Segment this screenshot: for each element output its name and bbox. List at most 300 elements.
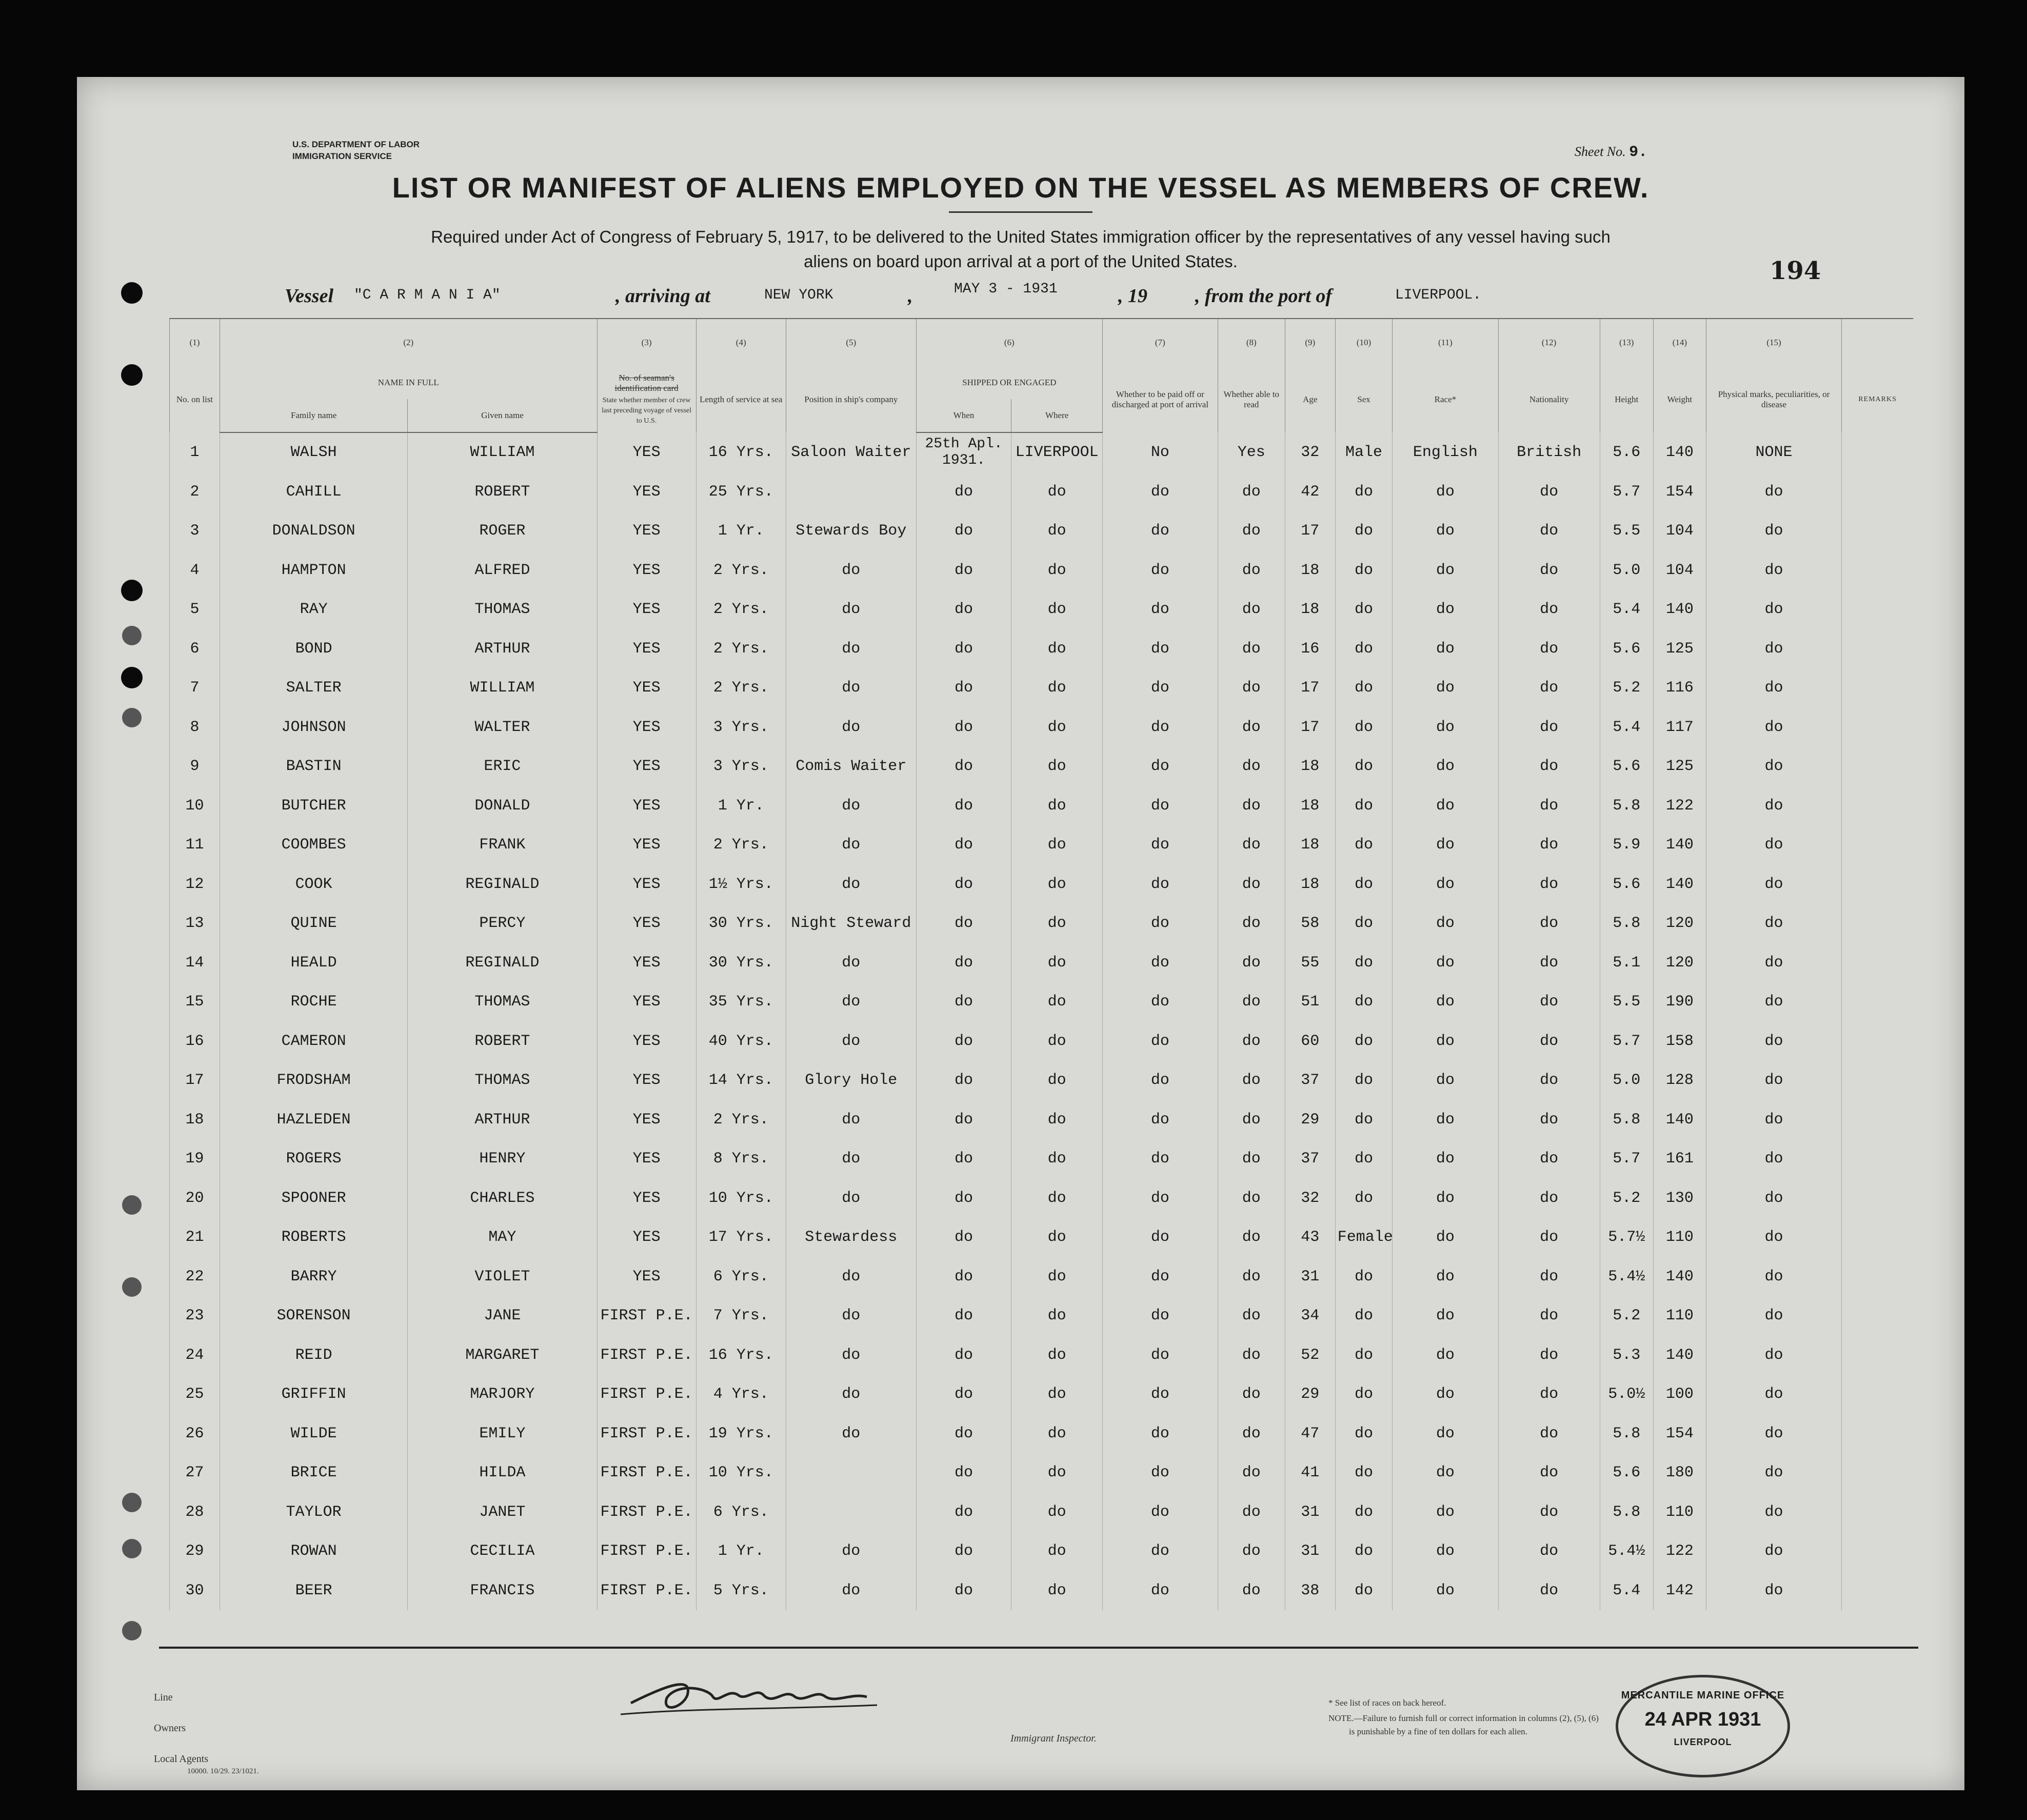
sex: do <box>1335 1022 1392 1061</box>
age: 41 <box>1285 1453 1335 1493</box>
race: do <box>1393 904 1498 943</box>
shipped-when: do <box>916 1532 1011 1571</box>
nationality: do <box>1498 1532 1600 1571</box>
weight: 120 <box>1653 943 1706 983</box>
age: 31 <box>1285 1532 1335 1571</box>
age: 17 <box>1285 511 1335 551</box>
header-no-on-list: No. on list <box>170 366 220 432</box>
sex: do <box>1335 943 1392 983</box>
paid-off: do <box>1102 1571 1218 1611</box>
row-number: 18 <box>170 1100 220 1140</box>
row-number: 5 <box>170 590 220 629</box>
binder-hole <box>122 708 142 727</box>
given-name: ERIC <box>408 747 597 786</box>
sheet-label: Sheet No. <box>1575 144 1626 159</box>
weight: 154 <box>1653 1414 1706 1454</box>
row-number: 14 <box>170 943 220 983</box>
col-num-3: (3) <box>597 319 696 366</box>
col-num-12: (12) <box>1498 319 1600 366</box>
height: 5.6 <box>1600 629 1653 669</box>
previous-voyage: YES <box>597 865 696 904</box>
nationality: do <box>1498 1414 1600 1454</box>
agents-label: Local Agents <box>154 1753 209 1765</box>
weight: 140 <box>1653 432 1706 472</box>
row-number: 23 <box>170 1296 220 1336</box>
able-to-read: do <box>1218 1218 1285 1257</box>
row-number: 8 <box>170 708 220 747</box>
length-of-service: 2 Yrs. <box>696 1100 786 1140</box>
shipped-when: do <box>916 1100 1011 1140</box>
binder-hole <box>122 1493 142 1512</box>
sex: do <box>1335 708 1392 747</box>
crew-row <box>170 1257 1914 1297</box>
previous-voyage: YES <box>597 1022 696 1061</box>
paid-off: do <box>1102 1179 1218 1218</box>
shipped-when: do <box>916 1414 1011 1454</box>
remarks <box>1842 904 1913 943</box>
shipped-where: do <box>1011 1061 1102 1100</box>
physical-marks: do <box>1706 1375 1841 1414</box>
height: 5.2 <box>1600 1296 1653 1336</box>
shipped-when-year: 1931. <box>942 452 986 469</box>
age: 18 <box>1285 786 1335 826</box>
paid-off: do <box>1102 668 1218 708</box>
identification-struck-label: No. of seaman's identification card <box>614 372 679 393</box>
nationality: do <box>1498 511 1600 551</box>
able-to-read: do <box>1218 1022 1285 1061</box>
position: Comis Waiter <box>786 747 916 786</box>
header-nationality: Nationality <box>1498 366 1600 432</box>
row-number: 26 <box>170 1414 220 1454</box>
nationality: do <box>1498 1453 1600 1493</box>
able-to-read: do <box>1218 511 1285 551</box>
weight: 104 <box>1653 511 1706 551</box>
family-name: FRODSHAM <box>220 1061 408 1100</box>
nationality: do <box>1498 1493 1600 1532</box>
length-of-service: 10 Yrs. <box>696 1179 786 1218</box>
previous-voyage: FIRST P.E. <box>597 1296 696 1336</box>
age: 55 <box>1285 943 1335 983</box>
given-name: HENRY <box>408 1139 597 1179</box>
able-to-read: do <box>1218 747 1285 786</box>
sex: do <box>1335 1139 1392 1179</box>
crew-row <box>170 590 1914 629</box>
age: 42 <box>1285 472 1335 512</box>
paid-off: do <box>1102 1100 1218 1140</box>
nationality: do <box>1498 982 1600 1022</box>
col-num-2: (2) <box>220 319 598 366</box>
weight: 158 <box>1653 1022 1706 1061</box>
height: 5.0 <box>1600 1061 1653 1100</box>
col-num-8: (8) <box>1218 319 1285 366</box>
physical-marks: do <box>1706 1179 1841 1218</box>
sex: do <box>1335 1375 1392 1414</box>
paid-off: do <box>1102 1493 1218 1532</box>
weight: 140 <box>1653 1100 1706 1140</box>
sex: do <box>1335 1532 1392 1571</box>
previous-voyage: YES <box>597 943 696 983</box>
nationality: do <box>1498 786 1600 826</box>
shipped-where: do <box>1011 904 1102 943</box>
sex: do <box>1335 1336 1392 1375</box>
given-name: REGINALD <box>408 943 597 983</box>
weight: 110 <box>1653 1296 1706 1336</box>
remarks <box>1842 1218 1913 1257</box>
shipped-where: do <box>1011 1179 1102 1218</box>
title-divider <box>949 211 1092 213</box>
weight: 117 <box>1653 708 1706 747</box>
position: do <box>786 1336 916 1375</box>
given-name: MARGARET <box>408 1336 597 1375</box>
length-of-service: 7 Yrs. <box>696 1296 786 1336</box>
crew-rows <box>170 432 1914 1610</box>
able-to-read: do <box>1218 1571 1285 1611</box>
length-of-service: 2 Yrs. <box>696 590 786 629</box>
col-num-7: (7) <box>1102 319 1218 366</box>
given-name: WILLIAM <box>408 668 597 708</box>
race: English <box>1393 432 1498 472</box>
shipped-when <box>916 432 1011 472</box>
shipped-where: do <box>1011 1414 1102 1454</box>
weight: 130 <box>1653 1179 1706 1218</box>
age: 18 <box>1285 590 1335 629</box>
age: 18 <box>1285 865 1335 904</box>
position: do <box>786 708 916 747</box>
sex: do <box>1335 551 1392 590</box>
stamp-bottom-text: LIVERPOOL <box>1674 1737 1732 1747</box>
shipped-where: do <box>1011 1022 1102 1061</box>
length-of-service: 4 Yrs. <box>696 1375 786 1414</box>
given-name: HILDA <box>408 1453 597 1493</box>
sex: do <box>1335 1100 1392 1140</box>
height: 5.1 <box>1600 943 1653 983</box>
nationality: do <box>1498 629 1600 669</box>
sex: do <box>1335 1179 1392 1218</box>
shipped-when: do <box>916 1453 1011 1493</box>
nationality: do <box>1498 590 1600 629</box>
shipped-where: do <box>1011 1100 1102 1140</box>
crew-row <box>170 825 1914 865</box>
header-physical-marks: Physical marks, peculiarities, or disease <box>1706 366 1841 432</box>
family-name: BRICE <box>220 1453 408 1493</box>
paid-off: do <box>1102 1375 1218 1414</box>
family-name: BEER <box>220 1571 408 1611</box>
able-to-read: do <box>1218 1100 1285 1140</box>
row-number: 19 <box>170 1139 220 1179</box>
paid-off: do <box>1102 1336 1218 1375</box>
header-remarks: REMARKS <box>1842 366 1913 432</box>
nationality: do <box>1498 1257 1600 1297</box>
length-of-service: 35 Yrs. <box>696 982 786 1022</box>
nationality: do <box>1498 1296 1600 1336</box>
paid-off: do <box>1102 708 1218 747</box>
vessel-name: "C A R M A N I A" <box>354 287 501 303</box>
position: do <box>786 1022 916 1061</box>
subtitle-line-2: aliens on board upon arrival at a port of the United States. <box>804 252 1238 271</box>
height: 5.5 <box>1600 982 1653 1022</box>
previous-voyage: YES <box>597 904 696 943</box>
remarks <box>1842 1139 1913 1179</box>
family-name: HAMPTON <box>220 551 408 590</box>
weight: 140 <box>1653 1257 1706 1297</box>
physical-marks: do <box>1706 590 1841 629</box>
inspector-signature <box>610 1667 887 1724</box>
height: 5.4 <box>1600 708 1653 747</box>
sex: do <box>1335 904 1392 943</box>
age: 18 <box>1285 551 1335 590</box>
header-shipped-or-engaged: SHIPPED OR ENGAGED <box>916 366 1102 399</box>
weight: 161 <box>1653 1139 1706 1179</box>
nationality: do <box>1498 708 1600 747</box>
age: 32 <box>1285 432 1335 472</box>
previous-voyage: YES <box>597 786 696 826</box>
height: 5.6 <box>1600 1453 1653 1493</box>
previous-voyage: YES <box>597 1179 696 1218</box>
able-to-read: do <box>1218 825 1285 865</box>
nationality: do <box>1498 1218 1600 1257</box>
race: do <box>1393 590 1498 629</box>
able-to-read: do <box>1218 1257 1285 1297</box>
remarks <box>1842 1493 1913 1532</box>
previous-voyage: YES <box>597 708 696 747</box>
remarks <box>1842 668 1913 708</box>
weight: 100 <box>1653 1375 1706 1414</box>
able-to-read: do <box>1218 1336 1285 1375</box>
height: 5.2 <box>1600 668 1653 708</box>
race: do <box>1393 1532 1498 1571</box>
nationality: do <box>1498 825 1600 865</box>
crew-row <box>170 511 1914 551</box>
row-number: 25 <box>170 1375 220 1414</box>
header-identification <box>597 366 696 432</box>
crew-row <box>170 982 1914 1022</box>
nationality: do <box>1498 668 1600 708</box>
binder-hole <box>122 1195 142 1215</box>
race: do <box>1393 1257 1498 1297</box>
age: 18 <box>1285 825 1335 865</box>
height: 5.3 <box>1600 1336 1653 1375</box>
shipped-when: do <box>916 629 1011 669</box>
paid-off: do <box>1102 590 1218 629</box>
paid-off: do <box>1102 1218 1218 1257</box>
nationality: do <box>1498 551 1600 590</box>
race: do <box>1393 472 1498 512</box>
department-heading <box>292 139 420 162</box>
height: 5.4½ <box>1600 1532 1653 1571</box>
paid-off: do <box>1102 1061 1218 1100</box>
sex: do <box>1335 747 1392 786</box>
col-num-14: (14) <box>1653 319 1706 366</box>
physical-marks: do <box>1706 1139 1841 1179</box>
able-to-read: do <box>1218 786 1285 826</box>
age: 31 <box>1285 1493 1335 1532</box>
age: 52 <box>1285 1336 1335 1375</box>
sheet-number <box>1575 144 1647 161</box>
position: do <box>786 982 916 1022</box>
arriving-label: , arriving at <box>615 285 710 307</box>
given-name: ROBERT <box>408 472 597 512</box>
race: do <box>1393 1061 1498 1100</box>
crew-row <box>170 1296 1914 1336</box>
height: 5.4 <box>1600 590 1653 629</box>
crew-row <box>170 1061 1914 1100</box>
row-number: 16 <box>170 1022 220 1061</box>
weight: 140 <box>1653 590 1706 629</box>
family-name: COOMBES <box>220 825 408 865</box>
able-to-read: do <box>1218 629 1285 669</box>
print-code: 10000. 10/29. 23/1021. <box>187 1767 259 1775</box>
remarks <box>1842 825 1913 865</box>
physical-marks: do <box>1706 1493 1841 1532</box>
length-of-service: 40 Yrs. <box>696 1022 786 1061</box>
previous-voyage: YES <box>597 1218 696 1257</box>
nationality: do <box>1498 1061 1600 1100</box>
row-number: 24 <box>170 1336 220 1375</box>
shipped-when: do <box>916 1061 1011 1100</box>
remarks <box>1842 511 1913 551</box>
given-name: ALFRED <box>408 551 597 590</box>
length-of-service: 16 Yrs. <box>696 1336 786 1375</box>
shipped-when: do <box>916 1296 1011 1336</box>
binder-hole <box>121 667 143 688</box>
physical-marks: do <box>1706 1100 1841 1140</box>
able-to-read: do <box>1218 1453 1285 1493</box>
header-able-to-read: Whether able to read <box>1218 366 1285 432</box>
shipped-when: do <box>916 551 1011 590</box>
shipped-where: do <box>1011 1571 1102 1611</box>
given-name: WALTER <box>408 708 597 747</box>
shipped-when: do <box>916 1179 1011 1218</box>
sex: do <box>1335 472 1392 512</box>
previous-voyage: YES <box>597 629 696 669</box>
col-num-1: (1) <box>170 319 220 366</box>
arriving-port: NEW YORK <box>764 287 833 303</box>
length-of-service: 30 Yrs. <box>696 943 786 983</box>
previous-voyage: YES <box>597 982 696 1022</box>
physical-marks: do <box>1706 1336 1841 1375</box>
given-name: THOMAS <box>408 982 597 1022</box>
length-of-service: 1½ Yrs. <box>696 865 786 904</box>
position: do <box>786 590 916 629</box>
family-name: CAMERON <box>220 1022 408 1061</box>
manifest-page: U.S. DEPARTMENT OF LABOR IMMIGRATION SERVICE Sheet No. 9. LIST OR MANIFEST OF ALIENS EMPLOYED ON THE VESSEL AS MEMBERS OF CREW. Required under Act of Congress of February 5, 1917, to be delivered to the United States immigration officer by the representatives of any vessel having such aliens on board upon arrival at a port of the United States. 194 Vessel "C A R M A N I A" , arriving at NEW YORK , MAY 3 - 1931 , 19 , from the port of LIVERPOOL. (1) (2) (3) (4) (5) (6) (7) (8) (9) (10) (11) (12) (13) (14) (15) No. on list NAME IN FULL No. of seaman's identification card State whether member of crew last preceding voyage of vessel to U.S. Length of service at sea Position in ship's company SHIPPED OR ENGAGED Whether to be paid off or discharged at port of arrival Whether able to read Age Sex Race* Nationality Height Weight Physical marks, peculiarities, or disease REMARKS Family name Given name When Where 1 WALSH WILLIAM YES 16 Yrs. Saloon Waiter 25th Apl. 1931. LIVERPOOL No Yes 32 Male English British 5.6 140 NONE 2 CAHILL ROBERT YES 25 Yrs. do do do do 42 do do do 5.7 154 do 3 DONALDSON ROGER YES 1 Yr. Stewards Boy do do do do 17 do do do 5.5 104 do 4 HAMPTON ALFRED YES 2 Yrs. do do do do do 18 do do do 5.0 104 do 5 RAY THOMAS YES 2 Yrs. do do do do do 18 do do do 5.4 140 do 6 BOND ARTHUR YES 2 Yrs. do do do do do 16 do do do 5.6 125 do 7 SALTER WILLIAM YES 2 Yrs. do do do do do 17 do do do 5.2 116 do 8 JOHNSON WALTER YES 3 Yrs. do do do do do 17 do do do 5.4 117 do 9 BASTIN ERIC YES 3 Yrs. Comis Waiter do do do do 18 do do do 5.6 125 do 10 BUTCHER DONALD YES 1 Yr. do do do do do 18 do do do 5.8 122 do 11 COOMBES FRANK YES 2 Yrs. do do do do do 18 do do do 5.9 140 do 12 COOK REGINALD YES 1½ Yrs. do do do do do 18 do do do 5.6 140 do 13 QUINE PERCY YES 30 Yrs. Night Steward do do do do 58 do do do 5.8 120 do 14 HEALD REGINALD YES 30 Yrs. do do do do do 55 do do do 5.1 120 do 15 ROCHE THOMAS YES 35 Yrs. do do do do do 51 do do do 5.5 190 do 16 CAMERON ROBERT YES 40 Yrs. do do do do do 60 do do do 5.7 158 do 17 FRODSHAM THOMAS YES 14 Yrs. Glory Hole do do do do 37 do do do 5.0 128 do 18 HAZLEDEN ARTHUR YES 2 Yrs. do do do do do 29 do do do 5.8 140 do 19 ROGERS HENRY YES 8 Yrs. do do do do do 37 do do do 5.7 161 do 20 SPOONER CHARLES YES 10 Yrs. do do do do do 32 do do do 5.2 130 do 21 ROBERTS MAY YES 17 Yrs. Stewardess do do do do 43 Female do do 5.7½ 110 do 22 BARRY VIOLET YES 6 Yrs. do do do do do 31 do do do 5.4½ 140 do 23 SORENSON JANE FIRST P.E. 7 Yrs. do do do do do 34 do do do 5.2 110 do 24 REID MARGARET FIRST P.E. 16 Yrs. do do do do do 52 do do do 5.3 140 do 25 GRIFFIN MARJORY FIRST P.E. 4 Yrs. do do do do do 29 do do do 5.0½ 100 do 26 WILDE EMILY FIRST P.E. 19 Yrs. do do do do do 47 do do do 5.8 154 do 27 BRICE HILDA FIRST P.E. 10 Yrs. do do do do 41 do do do 5.6 180 do 28 TAYLOR JANET FIRST P.E. 6 Yrs. do do do do 31 do do do 5.8 110 do 29 ROWAN CECILIA FIRST P.E. 1 Yr. do do do do do 31 do do do 5.4½ 122 do 30 BEER FRANCIS FIRST P.E. 5 Yrs. do do do do do 38 do do do 5.4 142 do Line Owners Local Agents 10000. 10/29. 23/1021. Immigrant Inspector. * See list of races on back hereof. NOTE.—Failure to furnish full or correct information in columns (2), (5), (6) is punishable by a fine of ten dollars for each alien. MERCANTILE MARINE OFFICE 24 APR 1931 LIVERPOOL <box>77 77 1964 1790</box>
year-label: , 19 <box>1118 285 1147 307</box>
race: do <box>1393 786 1498 826</box>
family-name: BARRY <box>220 1257 408 1297</box>
header-weight: Weight <box>1653 366 1706 432</box>
able-to-read: do <box>1218 865 1285 904</box>
crew-row <box>170 865 1914 904</box>
able-to-read: do <box>1218 551 1285 590</box>
shipped-when: do <box>916 1493 1011 1532</box>
row-number: 28 <box>170 1493 220 1532</box>
age: 17 <box>1285 668 1335 708</box>
shipped-when: do <box>916 786 1011 826</box>
row-number: 4 <box>170 551 220 590</box>
crew-row <box>170 551 1914 590</box>
shipped-when-date: 25th Apl. <box>925 436 1003 452</box>
shipped-where: do <box>1011 1532 1102 1571</box>
physical-marks: do <box>1706 1061 1841 1100</box>
header-when: When <box>916 399 1011 432</box>
position: do <box>786 1532 916 1571</box>
family-name: DONALDSON <box>220 511 408 551</box>
given-name: JANET <box>408 1493 597 1532</box>
shipped-where: do <box>1011 1375 1102 1414</box>
age: 37 <box>1285 1061 1335 1100</box>
sex: do <box>1335 1493 1392 1532</box>
age: 38 <box>1285 1571 1335 1611</box>
paid-off: do <box>1102 1139 1218 1179</box>
position: Glory Hole <box>786 1061 916 1100</box>
race: do <box>1393 1218 1498 1257</box>
row-number: 30 <box>170 1571 220 1611</box>
remarks <box>1842 432 1913 472</box>
owners-label: Owners <box>154 1723 186 1734</box>
sex: do <box>1335 825 1392 865</box>
note-line-1: NOTE.—Failure to furnish full or correct information in columns (2), (5), (6) <box>1328 1713 1599 1723</box>
height: 5.7 <box>1600 472 1653 512</box>
stamp-top-text: MERCANTILE MARINE OFFICE <box>1621 1690 1785 1701</box>
age: 43 <box>1285 1218 1335 1257</box>
shipped-when: do <box>916 472 1011 512</box>
row-number: 15 <box>170 982 220 1022</box>
family-name: TAYLOR <box>220 1493 408 1532</box>
crew-row <box>170 1453 1914 1493</box>
age: 29 <box>1285 1375 1335 1414</box>
note-line-2: is punishable by a fine of ten dollars for each alien. <box>1349 1727 1527 1736</box>
position: do <box>786 1571 916 1611</box>
weight: 125 <box>1653 747 1706 786</box>
previous-voyage: YES <box>597 590 696 629</box>
physical-marks: do <box>1706 786 1841 826</box>
row-number: 7 <box>170 668 220 708</box>
weight: 104 <box>1653 551 1706 590</box>
nationality: do <box>1498 1100 1600 1140</box>
position: do <box>786 1139 916 1179</box>
paid-off: do <box>1102 511 1218 551</box>
physical-marks: do <box>1706 472 1841 512</box>
identification-note: State whether member of crew last preceding voyage of vessel to U.S. <box>602 396 692 425</box>
shipped-where: do <box>1011 786 1102 826</box>
previous-voyage: YES <box>597 511 696 551</box>
row-number: 12 <box>170 865 220 904</box>
age: 32 <box>1285 1179 1335 1218</box>
weight: 190 <box>1653 982 1706 1022</box>
weight: 116 <box>1653 668 1706 708</box>
sex: do <box>1335 786 1392 826</box>
crew-row <box>170 668 1914 708</box>
page-title: LIST OR MANIFEST OF ALIENS EMPLOYED ON THE VESSEL AS MEMBERS OF CREW. <box>392 171 1650 204</box>
length-of-service: 2 Yrs. <box>696 551 786 590</box>
nationality: British <box>1498 432 1600 472</box>
header-given-name: Given name <box>408 399 597 432</box>
family-name: SALTER <box>220 668 408 708</box>
paid-off: No <box>1102 432 1218 472</box>
row-number: 22 <box>170 1257 220 1297</box>
family-name: HAZLEDEN <box>220 1100 408 1140</box>
given-name: ARTHUR <box>408 629 597 669</box>
shipped-where: do <box>1011 551 1102 590</box>
race: do <box>1393 668 1498 708</box>
shipped-when: do <box>916 708 1011 747</box>
header-race: Race* <box>1393 366 1498 432</box>
remarks <box>1842 551 1913 590</box>
sex: do <box>1335 668 1392 708</box>
paid-off: do <box>1102 904 1218 943</box>
physical-marks: do <box>1706 904 1841 943</box>
length-of-service: 6 Yrs. <box>696 1493 786 1532</box>
